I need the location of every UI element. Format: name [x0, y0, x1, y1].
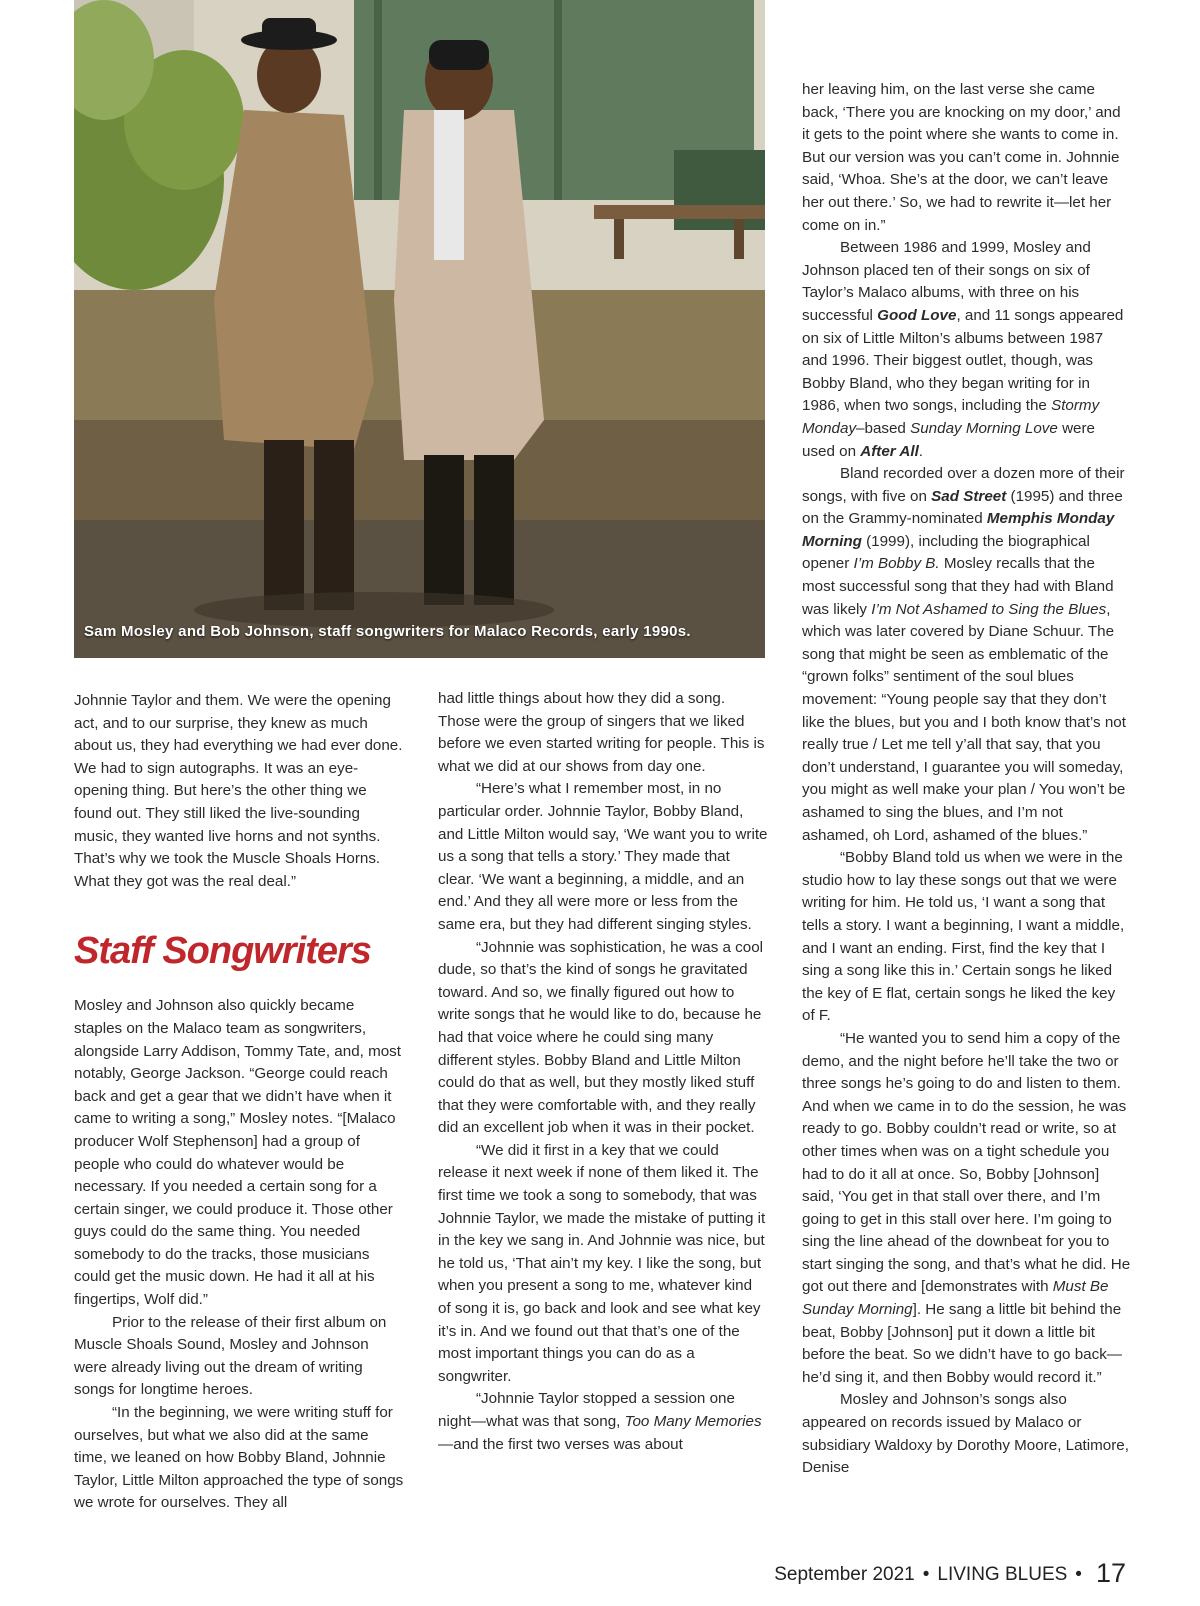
text-run: were used on	[802, 419, 1095, 460]
text-run: Between 1986 and 1999, Mosley and Johnson placed ten of their songs on six of Taylor’s Malaco albums, with three on his successful	[802, 239, 1091, 324]
text-run: .	[918, 442, 924, 460]
paragraph: “Here’s what I remember most, in no particular order. Johnnie Taylor, Bobby Bland, and Little Milton would say, ‘We want you to write us a song that tells a story.’ They made that clear. ‘We want a beginning, a middle, and an end.’ And they all were more or less from the same era, but they had different singing styles.	[438, 780, 768, 933]
album-title: Memphis Monday Morning	[802, 510, 1115, 550]
paragraph: her leaving him, on the last verse she came back, ‘There you are knocking on my door,’ and it gets to the point where she wants to come in. But our version was you can’t come in. Johnnie said, ‘Whoa. She’s at the door, we can’t leave her out there.’ So, we had to rewrite it—let her come on in.”	[802, 81, 1121, 234]
paragraph	[438, 1388, 768, 1456]
text-run: Mosley recalls that the most successful song that they had with Bland was likely	[802, 555, 1114, 618]
text-run: –based	[856, 419, 911, 437]
song-title: I’m Not Ashamed to Sing the Blues	[871, 600, 1107, 618]
text-run: “Johnnie Taylor stopped a session one night—what was that song,	[438, 1390, 735, 1430]
paragraph: “We did it first in a key that we could release it next week if none of them liked it. The first time we took a song to somebody, that was Johnnie Taylor, we made the mistake of putting it in the key we sang in. And Johnnie was nice, but he told us, ‘That ain’t my key. I like the song, but when you present a song to me, whatever kind of song it is, go back and look and see what key it’s in. And we found out that that’s one of the most important things you can do as a songwriter.	[438, 1141, 766, 1385]
photo-caption: Sam Mosley and Bob Johnson, staff songwriters for Malaco Records, early 1990s.	[84, 623, 691, 640]
article-column-1	[74, 690, 404, 1515]
issue-date: September 2021	[774, 1564, 915, 1585]
song-title: Too Many Memories	[624, 1413, 762, 1430]
paragraph: Prior to the release of their first album on Muscle Shoals Sound, Mosley and Johnson were already living out the dream of writing songs for longtime heroes.	[74, 1313, 387, 1399]
song-title: I’m Bobby B.	[853, 555, 940, 573]
photo-image	[74, 0, 765, 658]
page-number: 17	[1095, 1558, 1126, 1588]
paragraph	[802, 463, 1132, 847]
song-title: Must Be Sunday Morning	[802, 1278, 1109, 1319]
page-footer	[774, 1558, 1126, 1589]
text-run: , and 11 songs appeared on six of Little Milton’s albums between 1987 and 1996. Their biggest outlet, though, was Bobby Bland, who they began writing for in 1986, when two songs, including the	[802, 306, 1124, 415]
article-column-2	[438, 688, 768, 1456]
text-run: , which was later covered by Diane Schuur. The song that might be seen as emblematic of the “grown folks” sentiment of the soul blues movement: “Young people say that they don’t like the blues, but you and I both know that’s not really true / Let me tell y’all that say, that you don’t understand, I guarantee you will someday, you might as well make your plan / You won’t be ashamed to sing the blues, and I’m not ashamed, oh Lord, ashamed of the blues.”	[802, 600, 1126, 844]
text-run: (1999), including the biographical opener	[802, 532, 1090, 573]
bullet-separator: •	[922, 1564, 930, 1585]
paragraph: had little things about how they did a song. Those were the group of singers that we liked before we even started writing for people. This is what we did at our shows from day one.	[438, 690, 765, 775]
paragraph	[802, 1028, 1132, 1390]
section-heading: Staff Songwriters	[74, 930, 371, 973]
text-run: —and the first two verses was about	[438, 1435, 683, 1453]
text-run: ]. He sang a little bit behind the beat, Bobby [Johnson] put it down a little bit before the beat. So we didn’t have to go back—he’d sing it, and then Bobby would record it.”	[802, 1301, 1122, 1386]
paragraph	[802, 237, 1132, 463]
album-title: Sad Street	[931, 487, 1007, 505]
text-run: Bland recorded over a dozen more of their songs, with five on	[802, 465, 1125, 505]
photo	[74, 0, 765, 658]
magazine-name: LIVING BLUES	[937, 1564, 1068, 1585]
paragraph: “Bobby Bland told us when we were in the studio how to lay these songs out that we were writing for him. He told us, ‘I want a song that tells a story. I want a beginning, I want a middle, and I want an ending. First, find the key that I sing a song like this in.’ Certain songs he liked the key of E flat, certain songs he liked the key of F.	[802, 849, 1125, 1025]
album-title: After All	[860, 442, 919, 460]
text-run: (1995) and three on the Grammy-nominated	[802, 487, 1123, 528]
album-title: Good Love	[877, 306, 957, 324]
paragraph: Mosley and Johnson also quickly became staples on the Malaco team as songwriters, alongside Larry Addison, Tommy Tate, and, most notably, George Jackson. “George could reach back and get a gear that we didn’t have when it came to writing a song,” Mosley notes. “[Malaco producer Wolf Stephenson] had a group of people who could do whatever would be necessary. If you needed a certain song for a certain singer, we could produce it. Those other guys could do the same thing. You needed somebody to do the tracks, those musicians could get the music down. He had it all at his fingertips, Wolf did.”	[74, 997, 401, 1309]
paragraph: Johnnie Taylor and them. We were the opening act, and to our surprise, they knew as much about us, they had everything we had ever done. We had to sign autographs. It was an eye-opening thing. But here’s the other thing we found out. They still liked the live-sounding music, they wanted live horns and not synths. That’s why we took the Muscle Shoals Horns. What they got was the real deal.”	[74, 692, 403, 890]
song-title: Sunday Morning Love	[910, 419, 1058, 437]
paragraph: Mosley and Johnson’s songs also appeared on records issued by Malaco or subsidiary Waldoxy by Dorothy Moore, Latimore, Denise	[802, 1391, 1129, 1477]
bullet-separator: •	[1075, 1564, 1082, 1585]
paragraph: “Johnnie was sophistication, he was a cool dude, so that’s the kind of songs he gravitated toward. And so, we finally figured out how to write songs that he would like to do, because he had that voice where he could sing many different styles. Bobby Bland and Little Milton could do that as well, but they mostly liked stuff that they were comfortable with, and they really did an excellent job when it was in their pocket.	[438, 938, 764, 1137]
song-title: Stormy Monday	[802, 397, 1100, 437]
article-column-3	[802, 79, 1132, 1480]
paragraph: “In the beginning, we were writing stuff for ourselves, but what we also did at the same time, we leaned on how Bobby Bland, Johnnie Taylor, Little Milton approached the type of songs we wrote for ourselves. They all	[74, 1404, 404, 1512]
text-run: “He wanted you to send him a copy of the demo, and the night before he’ll take the two or three songs he’s going to do and listen to them. And when we came in to do the session, he was ready to go. Bobby couldn’t read or write, so at other times when was on a tight schedule you had to do it all at once. So, Bobby [Johnson] said, ‘You get in that stall over there, and I’m going to get in this stall over here. I’m going to sing the line ahead of the downbeat for you to start singing the song, and that’s what he did. He got out there and [demonstrates with	[802, 1029, 1131, 1296]
